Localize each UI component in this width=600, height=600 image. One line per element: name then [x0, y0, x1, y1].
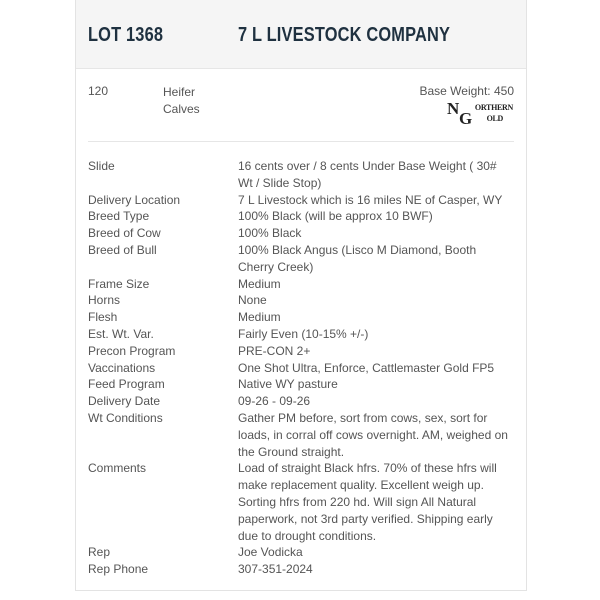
lot-summary — [88, 69, 514, 142]
detail-value: Fairly Even (10-15% +/-) — [238, 326, 369, 341]
detail-value: PRE-CON 2+ — [238, 343, 311, 358]
lot-number: LOT 1368 — [88, 24, 164, 46]
detail-row — [88, 343, 518, 360]
detail-value: Load of straight Black hfrs. 70% of these hfrs will make replacement quality. Excellent weigh up. Sorting hfrs from 220 hd. Will sign All Natural paperwork, not 3rd party verified. Shipping early due to drought conditions. — [238, 461, 497, 543]
lot-details — [88, 158, 518, 578]
detail-label: Vaccinations — [88, 360, 156, 375]
detail-value: 100% Black — [238, 226, 302, 241]
detail-label: Slide — [88, 159, 115, 173]
detail-label: Comments — [88, 461, 147, 476]
detail-value: Native WY pasture — [238, 377, 338, 392]
base-weight: Base Weight: 450 — [419, 84, 514, 98]
detail-label: Rep — [88, 545, 111, 560]
detail-row — [88, 376, 518, 393]
detail-row — [88, 326, 518, 343]
detail-label: Rep Phone — [88, 562, 149, 577]
detail-row — [88, 561, 518, 578]
detail-label: Feed Program — [88, 377, 165, 392]
cattle-type: Heifer Calves — [163, 85, 200, 116]
detail-value: 100% Black Angus (Lisco M Diamond, Booth Cherry Creek) — [238, 242, 477, 274]
detail-row — [88, 460, 518, 544]
detail-label: Wt Conditions — [88, 410, 163, 425]
detail-value: Medium — [238, 276, 281, 291]
detail-row — [88, 242, 518, 276]
detail-value: 09-26 - 09-26 — [238, 394, 311, 409]
detail-value: Medium — [238, 310, 281, 325]
detail-value: Gather PM before, sort from cows, sex, sort for loads, in corral off cows overnight. AM, weighed on the Ground straight. — [238, 410, 508, 459]
detail-row — [88, 410, 518, 460]
detail-value: One Shot Ultra, Enforce, Cattlemaster Gold FP5 — [238, 360, 495, 375]
detail-row — [88, 192, 518, 209]
detail-row — [88, 360, 518, 377]
detail-label: Delivery Location — [88, 192, 181, 207]
lot-header — [76, 0, 526, 69]
lot-card — [75, 0, 527, 591]
detail-row — [88, 309, 518, 326]
company-name: 7 L LIVESTOCK COMPANY — [238, 24, 451, 46]
head-count: 120 — [88, 84, 109, 98]
detail-label: Flesh — [88, 310, 118, 325]
detail-value: 7 L Livestock which is 16 miles NE of Casper, WY — [238, 192, 503, 207]
detail-label: Horns — [88, 293, 121, 308]
detail-value: 307-351-2024 — [238, 562, 313, 577]
detail-value: 100% Black (will be approx 10 BWF) — [238, 209, 433, 224]
detail-label: Precon Program — [88, 343, 176, 358]
detail-label: Breed of Cow — [88, 226, 161, 241]
detail-row — [88, 208, 518, 225]
detail-value: Joe Vodicka — [238, 545, 303, 560]
detail-label: Frame Size — [88, 276, 150, 291]
detail-row — [88, 544, 518, 561]
detail-label: Est. Wt. Var. — [88, 326, 154, 341]
detail-label: Delivery Date — [88, 394, 161, 409]
detail-row — [88, 292, 518, 309]
detail-row — [88, 225, 518, 242]
detail-value: None — [238, 293, 267, 308]
detail-row — [88, 393, 518, 410]
detail-row — [88, 276, 518, 293]
detail-value: 16 cents over / 8 cents Under Base Weight ( 30# Wt / Slide Stop) — [238, 159, 497, 190]
detail-row — [88, 158, 518, 192]
detail-label: Breed Type — [88, 209, 150, 224]
detail-label: Breed of Bull — [88, 242, 157, 257]
northern-gold-logo: N orthern G old — [447, 99, 513, 128]
